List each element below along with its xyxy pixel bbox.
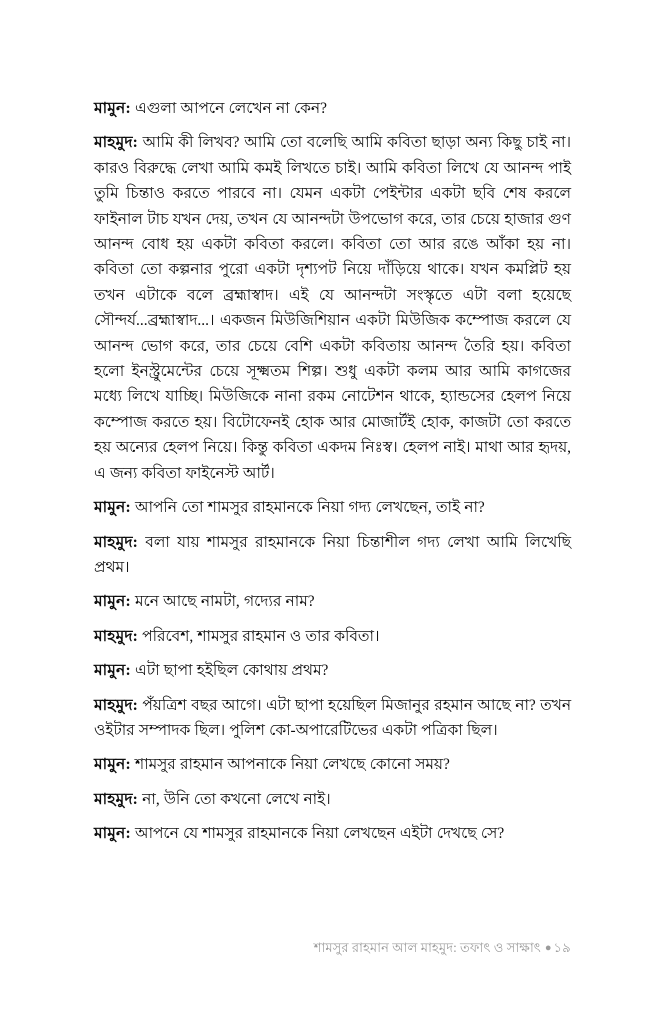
dialogue-block	[94, 495, 571, 520]
speech-text: এগুলা আপনে লেখেন না কেন?	[130, 100, 327, 117]
dialogue-block	[94, 130, 571, 486]
speaker-label: মাহমুদ:	[94, 627, 138, 645]
dialogue-block	[94, 589, 571, 614]
speech-text: না, উনি তো কখনো লেখে নাই।	[137, 790, 331, 808]
speaker-label: মাহমুদ:	[94, 696, 138, 714]
body-text-column	[94, 96, 571, 847]
dialogue-block	[94, 530, 571, 581]
speech-text: শামসুর রাহমান আপনাকে নিয়া লেখছে কোনো সময়?	[130, 756, 450, 774]
speech-text: আপনে যে শামসুর রাহমানকে নিয়া লেখছেন এইটা দেখছে সে?	[130, 825, 505, 843]
dialogue-block	[94, 787, 571, 812]
dialogue-block	[94, 693, 571, 744]
speech-text: পঁয়ত্রিশ বছর আগে। এটা ছাপা হয়েছিল মিজানুর রহমান আছে না? তখন ওইটার সম্পাদক ছিল। পুলিশ কো-অপারেটিভের একটা পত্রিকা ছিল।	[94, 696, 571, 739]
speaker-label: মামুন:	[94, 825, 131, 843]
dialogue-block	[94, 658, 571, 683]
footer-title: শামসুর রাহমান আল মাহমুদ: তফাৎ ও সাক্ষাৎ	[313, 940, 541, 955]
page-footer	[94, 938, 571, 958]
speaker-label: মাহমুদ:	[94, 134, 138, 152]
footer-separator-dot-icon: ●	[544, 942, 552, 954]
speaker-label: মাহমুদ:	[94, 533, 138, 551]
speech-text: বলা যায় শামসুর রাহমানকে নিয়া চিন্তাশীল গদ্য লেখা আমি লিখেছি প্রথম।	[94, 533, 571, 576]
speaker-label: মামুন:	[94, 499, 131, 517]
speaker-label: মামুন:	[94, 593, 131, 611]
speech-text: আপনি তো শামসুর রাহমানকে নিয়া গদ্য লেখছেন, তাই না?	[130, 499, 485, 517]
dialogue-block	[94, 96, 571, 121]
speech-text: পরিবেশ, শামসুর রাহমান ও তার কবিতা।	[137, 627, 380, 645]
speaker-label: মাহমুদ:	[94, 790, 138, 808]
speech-text: আমি কী লিখব? আমি তো বলেছি আমি কবিতা ছাড়া অন্য কিছু চাই না। কারও বিরুদ্ধে লেখা আমি কমই লিখতে চাই। আমি কবিতা লিখে যে আনন্দ পাই তুমি চিন্তাও করতে পারবে না। যেমন একটা পেইন্টার একটা ছবি শেষ করলে ফাইনাল টাচ যখন দেয়, তখন যে আনন্দটা উপভোগ করে, তার চেয়ে হাজার গুণ আনন্দ বোধ হয় একটা কবিতা করলে। কবিতা তো আর রঙে আঁকা হয় না। কবিতা তো কল্পনার পুরো একটা দৃশ্যপট নিয়ে দাঁড়িয়ে থাকে। যখন কমপ্লিট হয় তখন এটাকে বলে ব্রহ্মাস্বাদ। এই যে আনন্দটা সংস্কৃতে এটা বলা হয়েছে সৌন্দর্য...ব্রহ্মাস্বাদ...। একজন মিউজিশিয়ান একটা মিউজিক কম্পোজ করলে যে আনন্দ ভোগ করে, তার চেয়ে বেশি একটা কবিতায় আনন্দ তৈরি হয়। কবিতা হলো ইনস্ট্রুমেন্টের চেয়ে সূক্ষ্মতম শিল্প। শুধু একটা কলম আর আমি কাগজের মধ্যে লিখে যাচ্ছি। মিউজিকে নানা রকম নোটেশন থাকে, হ্যান্ডসের হেলপ নিয়ে কম্পোজ করতে হয়। বিটোফেনই হোক আর মোজার্টই হোক, কাজটা তো করতে হয় অন্যের হেলপ নিয়ে। কিন্তু কবিতা একদম নিঃস্ব। হেলপ নাই। মাথা আর হৃদয়, এ জন্য কবিতা ফাইনেস্ট আর্ট।	[94, 134, 571, 482]
dialogue-block	[94, 752, 571, 777]
speaker-label: মামুন:	[94, 100, 131, 117]
dialogue-block	[94, 624, 571, 649]
dialogue-block	[94, 821, 571, 846]
speech-text: এটা ছাপা হইছিল কোথায় প্রথম?	[130, 662, 329, 680]
speech-text: মনে আছে নামটা, গদ্যের নাম?	[130, 593, 315, 611]
speaker-label: মামুন:	[94, 756, 131, 774]
page-number: ১৯	[553, 940, 571, 955]
speaker-label: মামুন:	[94, 662, 131, 680]
